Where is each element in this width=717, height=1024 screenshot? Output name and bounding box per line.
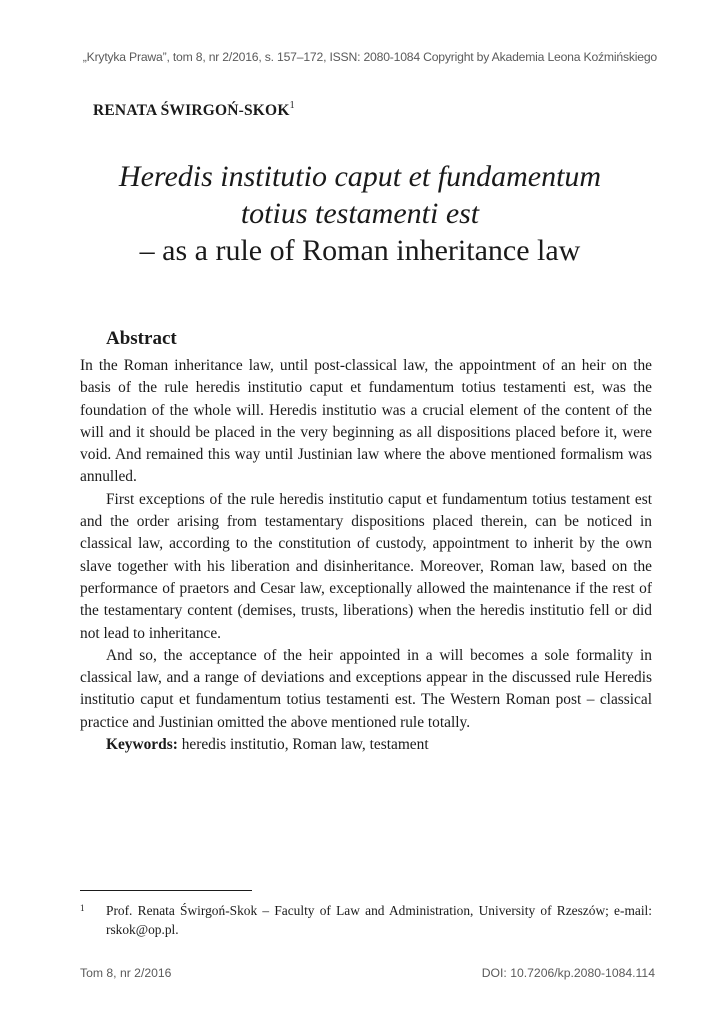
keywords-text: heredis institutio, Roman law, testament: [181, 736, 429, 754]
abstract-paragraph-3: And so, the acceptance of the heir appointed in a will becomes a sole formality in classical law, and a range of deviations and exceptions appear in the discussed rule Heredis institutio caput et fundamentum totius testamenti est. The Western Roman post – classical practice and Justinian omitted the above mentioned rule totally.: [80, 646, 652, 731]
abstract-body: [80, 355, 652, 756]
footnote: [80, 901, 652, 939]
author-name: [93, 101, 295, 120]
keywords-line: [80, 734, 652, 756]
article-title: [60, 158, 660, 271]
abstract-paragraph-2: First exceptions of the rule heredis institutio caput et fundamentum totius testament est and the order arising from testamentary dispositions placed therein, can be noticed in classical law, according to the constitution of custody, appointment to inherit by the own slave together with his liberation and disinheritance. Moreover, Roman law, based on the performance of praetors and Cesar law, exceptionally allowed the maintenance if the rest of the testamentary content (demises, trusts, liberations) when the heredis institutio fell or did not lead to inheritance.: [80, 490, 652, 642]
running-head: „Krytyka Prawa”, tom 8, nr 2/2016, s. 157–172, ISSN: 2080-1084 Copyright by Akademia Leona Koźmińskiego: [82, 50, 657, 64]
footer-doi[interactable]: DOI: 10.7206/kp.2080-1084.114: [481, 966, 655, 980]
footnote-number: 1: [80, 903, 85, 913]
title-line-2: totius testamenti est: [240, 197, 480, 230]
footer-issue: Tom 8, nr 2/2016: [80, 966, 172, 980]
title-line-1: Heredis institutio caput et fundamentum: [118, 160, 602, 193]
footnote-divider: [80, 890, 252, 891]
keywords-label: Keywords:: [106, 736, 178, 754]
author-name-text: RENATA ŚWIRGOŃ-SKOK: [93, 102, 290, 120]
footnote-text: Prof. Renata Świrgoń-Skok – Faculty of Law and Administration, University of Rzeszów; e-mail: rskok@op.pl.: [106, 903, 652, 937]
author-footnote-mark[interactable]: 1: [289, 100, 295, 111]
abstract-paragraph-1: In the Roman inheritance law, until post-classical law, the appointment of an heir on the basis of the rule heredis institutio caput et fundamentum totius testamenti est, was the foundation of the whole will. Heredis institutio was a crucial element of the content of the will and it should be placed in the very beginning as all dispositions placed before it, were void. And remained this way until Justinian law where the above mentioned formalism was annulled.: [80, 357, 652, 486]
abstract-heading: Abstract: [106, 328, 177, 349]
title-line-3: – as a rule of Roman inheritance law: [139, 234, 581, 267]
